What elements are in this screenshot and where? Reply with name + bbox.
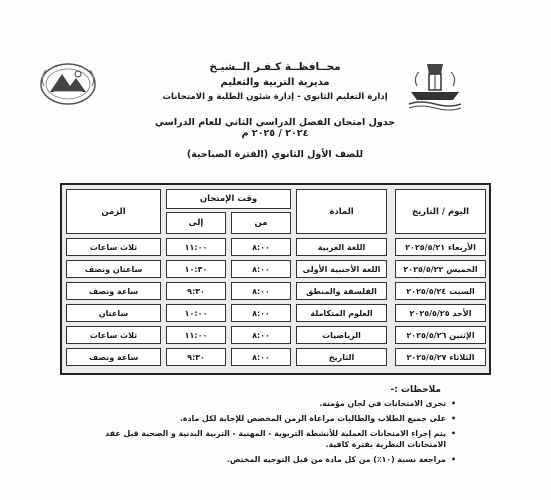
row-duration: ساعة ونصف — [66, 348, 161, 366]
document-header — [140, 60, 410, 105]
row-from: ٨:٠٠ — [231, 238, 291, 256]
header-from: من — [231, 212, 291, 234]
row-to: ١١:٠٠ — [166, 238, 226, 256]
notes-list — [86, 398, 456, 469]
row-to: ٩:٣٠ — [166, 348, 226, 366]
row-duration: ثلاث ساعات — [66, 238, 161, 256]
governorate-seal — [405, 60, 465, 112]
governorate-name: محــافظــة كـفـر الــشيـخ — [209, 61, 341, 73]
directorate-logo — [36, 60, 100, 108]
header-to: إلى — [166, 212, 226, 234]
note-item: • مراجعة نسبة (١٠٪) من كل مادة من قبل التوجيه المختص. — [86, 454, 456, 465]
row-subject: اللغة الأجنبية الأولى — [296, 260, 387, 278]
header-exam-time: وقت الإمتحان — [166, 189, 291, 209]
row-day: الأحد ٢٠٢٥/٥/٢٥ — [395, 304, 486, 322]
row-from: ٨:٠٠ — [231, 260, 291, 278]
note-item: • على جميع الطلاب والطالبات مراعاة الزمن المخصص للإجابة لكل مادة. — [86, 413, 456, 424]
row-from: ٨:٠٠ — [231, 326, 291, 344]
row-subject: التاريخ — [296, 348, 387, 366]
row-duration: ساعتان — [66, 304, 161, 322]
row-from: ٨:٠٠ — [231, 282, 291, 300]
row-subject: اللغة العربية — [296, 238, 387, 256]
header-day-date: اليوم / التاريخ — [395, 189, 486, 234]
row-subject: العلوم المتكاملة — [296, 304, 387, 322]
row-subject: الفلسفة والمنطق — [296, 282, 387, 300]
department-name: إدارة التعليم الثانوي - إدارة شئون الطلبة و الامتحانات — [162, 92, 388, 102]
row-from: ٨:٠٠ — [231, 304, 291, 322]
row-day: السبت ٢٠٢٥/٥/٢٤ — [395, 282, 486, 300]
notes-label: ملاحظات :- — [390, 385, 441, 395]
header-duration: الزمن — [66, 189, 161, 234]
schedule-table — [60, 183, 491, 375]
row-duration: ساعتان ونصف — [66, 260, 161, 278]
row-day: الثلاثاء ٢٠٢٥/٥/٢٧ — [395, 348, 486, 366]
row-day: الأربعاء ٢٠٢٥/٥/٢١ — [395, 238, 486, 256]
row-to: ٩:٣٠ — [166, 282, 226, 300]
directorate-name: مديرية التربية والتعليم — [220, 77, 330, 88]
row-to: ١١:٠٠ — [166, 326, 226, 344]
row-day: الخميس ٢٠٢٥/٥/٢٢ — [395, 260, 486, 278]
row-from: ٨:٠٠ — [231, 348, 291, 366]
note-item: • يتم إجراء الامتحانات العملية للأنشطة التربوية - المهنية - التربية البدنية و الصحية قبل عقد الامتحانات النظرية بفترة كافية. — [86, 428, 456, 450]
row-duration: ساعة ونصف — [66, 282, 161, 300]
row-to: ١٠:٣٠ — [166, 260, 226, 278]
row-duration: ثلاث ساعات — [66, 326, 161, 344]
header-subject: المادة — [296, 189, 387, 234]
row-to: ١٠:٠٠ — [166, 304, 226, 322]
row-subject: الرياضيات — [296, 326, 387, 344]
schedule-subtitle: للصف الأول الثانوي (الفترة الصباحية) — [186, 149, 364, 160]
note-item: • تجرى الامتحانات في لجان مؤمنة. — [86, 398, 456, 409]
schedule-title: جدول امتحان الفصل الدراسي الثاني للعام الدراسي ٢٠٢٤ / ٢٠٢٥ م — [154, 117, 396, 139]
row-day: الإثنين ٢٠٢٥/٥/٢٦ — [395, 326, 486, 344]
